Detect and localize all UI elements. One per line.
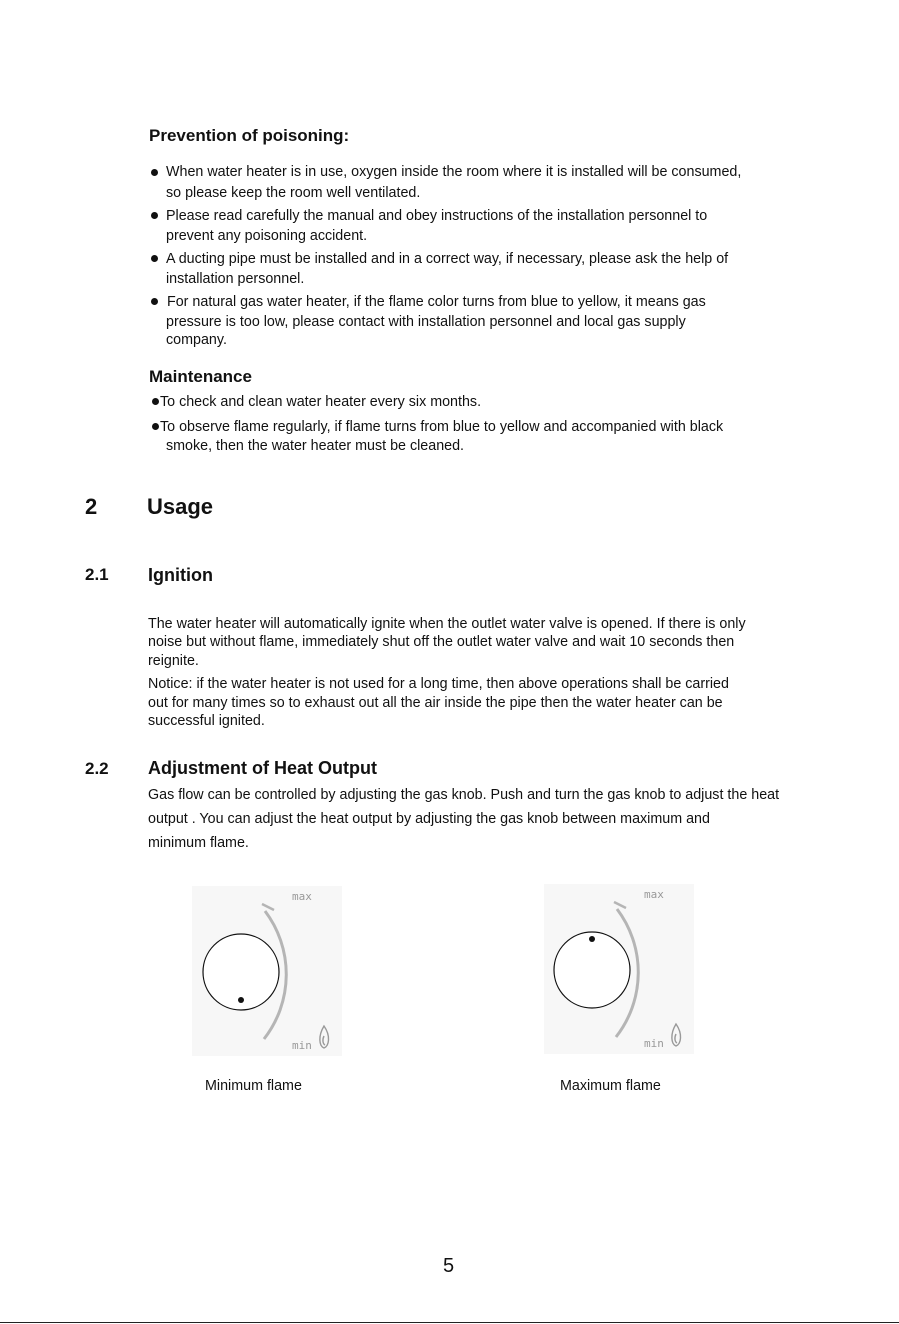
list-item-line: smoke, then the water heater must be cleaned.	[166, 438, 465, 454]
list-item-line: For natural gas water heater, if the flame color turns from blue to yellow, it means gas	[167, 294, 706, 310]
list-item-line: When water heater is in use, oxygen inside the room where it is installed will be consumed,	[166, 164, 742, 180]
bottom-divider	[0, 1322, 899, 1323]
list-item-line: pressure is too low, please contact with installation personnel and local gas supply	[166, 314, 686, 330]
knob-figure-max	[544, 884, 694, 1054]
max-label: max	[292, 890, 312, 903]
paragraph-line: reignite.	[148, 653, 199, 669]
paragraph-line: Notice: if the water heater is not used for a long time, then above operations shall be carried	[148, 676, 729, 692]
section-title: Usage	[147, 494, 214, 519]
paragraph-line: output . You can adjust the heat output by adjusting the gas knob between maximum and	[148, 811, 710, 827]
list-item-line: To observe flame regularly, if flame turns from blue to yellow and accompanied with black	[160, 419, 724, 435]
max-tick	[262, 904, 274, 910]
prevention-heading: Prevention of poisoning:	[149, 126, 350, 145]
min-label: min	[292, 1039, 312, 1052]
paragraph-line: Gas flow can be controlled by adjusting the gas knob. Push and turn the gas knob to adjust the heat	[148, 787, 780, 803]
bullet-icon	[151, 212, 158, 219]
bullet-icon	[151, 298, 158, 305]
list-item-line: so please keep the room well ventilated.	[166, 185, 421, 201]
knob-indicator-dot	[589, 936, 595, 942]
bullet-icon	[151, 255, 158, 262]
gas-knob-icon	[192, 886, 342, 1056]
min-label: min	[644, 1037, 664, 1050]
list-item-line: A ducting pipe must be installed and in a correct way, if necessary, please ask the help of	[166, 251, 729, 267]
figure-caption: Maximum flame	[560, 1078, 661, 1094]
knob-figure-min	[192, 886, 342, 1056]
paragraph-line: out for many times so to exhaust out all the air inside the pipe then the water heater can be	[148, 695, 723, 711]
maintenance-heading: Maintenance	[149, 367, 252, 386]
list-item-line: company.	[166, 332, 227, 348]
paragraph-line: The water heater will automatically ignite when the outlet water valve is opened. If there is only	[148, 616, 746, 632]
max-label: max	[644, 888, 664, 901]
paragraph-line: successful ignited.	[148, 713, 265, 729]
bullet-icon	[152, 398, 159, 405]
paragraph-line: noise but without flame, immediately shut off the outlet water valve and wait 10 seconds then	[148, 634, 735, 650]
subsection-number: 2.1	[85, 565, 109, 584]
bullet-icon	[152, 423, 159, 430]
subsection-title: Ignition	[148, 565, 213, 585]
max-tick	[614, 902, 626, 908]
section-number: 2	[85, 494, 98, 519]
list-item-line: Please read carefully the manual and obey instructions of the installation personnel to	[166, 208, 708, 224]
figure-caption: Minimum flame	[205, 1078, 302, 1094]
flame-icon	[672, 1024, 681, 1046]
page-number: 5	[443, 1255, 455, 1277]
paragraph-line: minimum flame.	[148, 835, 249, 851]
knob-dial	[554, 932, 630, 1008]
flame-icon	[320, 1026, 329, 1048]
knob-indicator-dot	[238, 997, 244, 1003]
list-item-line: To check and clean water heater every six months.	[160, 394, 482, 410]
list-item-line: installation personnel.	[166, 271, 305, 287]
gas-knob-icon	[544, 884, 694, 1054]
bullet-icon	[151, 169, 158, 176]
subsection-number: 2.2	[85, 759, 109, 778]
list-item-line: prevent any poisoning accident.	[166, 228, 368, 244]
subsection-title: Adjustment of Heat Output	[148, 758, 377, 778]
